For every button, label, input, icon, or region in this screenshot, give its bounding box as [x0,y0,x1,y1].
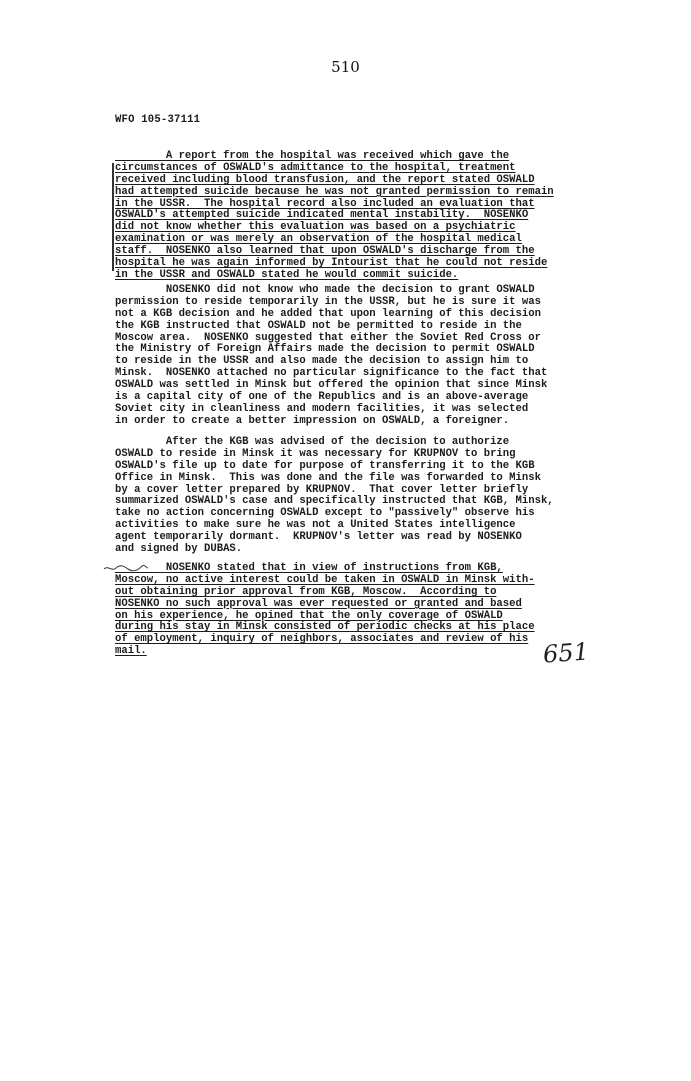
text-line: A report from the hospital was received which gave the [115,150,510,162]
text-line: take no action concerning OSWALD except to "passively" observe his [115,507,535,520]
text-line: examination or was merely an observation of the hospital medical [115,233,522,246]
paragraph-file-transfer [115,437,595,556]
text-line: NOSENKO stated that in view of instructions from KGB, [115,562,503,574]
paragraph-minsk-coverage [115,563,595,658]
handwritten-page-mark: 651 [542,637,590,669]
text-line: agent temporarily dormant. KRUPNOV's letter was read by NOSENKO [115,531,522,544]
text-line: NOSENKO did not know who made the decision to grant OSWALD [115,284,535,296]
text-line: Office in Minsk. This was done and the file was forwarded to Minsk [115,471,541,484]
text-line: not a KGB decision and he added that upon learning of this decision [115,307,541,320]
text-line: staff. NOSENKO also learned that upon OSWALD's discharge from the [115,245,535,258]
page-number: 510 [331,58,360,76]
text-line: to reside in the USSR and also made the decision to assign him to [115,355,529,368]
text-line: Moscow, no active interest could be taken in OSWALD in Minsk with- [115,573,535,586]
file-reference: WFO 105-37111 [115,114,201,126]
text-line: summarized OSWALD's case and specifically instructed that KGB, Minsk, [115,495,554,508]
paragraph-decision [115,285,595,428]
text-line: Moscow area. NOSENKO suggested that either the Soviet Red Cross or [115,331,541,344]
text-line: the Ministry of Foreign Affairs made the decision to permit OSWALD [115,343,535,356]
text-line: by a cover letter prepared by KRUPNOV. That cover letter briefly [115,483,529,496]
text-line: OSWALD's attempted suicide indicated mental instability. NOSENKO [115,209,529,222]
text-line: OSWALD was settled in Minsk but offered the opinion that since Minsk [115,379,548,392]
text-line: of employment, inquiry of neighbors, associates and review of his [115,633,529,646]
text-line: did not know whether this evaluation was based on a psychiatric [115,221,516,234]
text-line: activities to make sure he was not a United States intelligence [115,519,516,532]
text-line: and signed by DUBAS. [115,543,243,556]
text-line: permission to reside temporarily in the USSR, but he is sure it was [115,295,541,308]
text-line: out obtaining prior approval from KGB, Moscow. According to [115,585,497,598]
text-line: received including blood transfusion, and the report stated OSWALD [115,173,535,186]
paragraph-hospital-report [115,151,595,282]
text-line: had attempted suicide because he was not granted permission to remain [115,185,554,198]
text-line: After the KGB was advised of the decision to authorize [115,436,510,448]
text-line: during his stay in Minsk consisted of periodic checks at his place [115,621,535,634]
text-line: mail. [115,645,147,658]
text-line: OSWALD to reside in Minsk it was necessary for KRUPNOV to bring [115,447,516,460]
text-line: OSWALD's file up to date for purpose of transferring it to the KGB [115,459,535,472]
text-line: Soviet city in cleanliness and modern facilities, it was selected [115,402,529,415]
text-line: Minsk. NOSENKO attached no particular significance to the fact that [115,367,548,380]
margin-mark [112,163,114,271]
text-line: in order to create a better impression on OSWALD, a foreigner. [115,414,510,427]
text-line: on his experience, he opined that the only coverage of OSWALD [115,609,503,622]
text-line: circumstances of OSWALD's admittance to the hospital, treatment [115,161,516,174]
text-line: in the USSR. The hospital record also included an evaluation that [115,197,535,210]
text-line: hospital he was again informed by Intourist that he could not reside [115,257,548,270]
text-line: is a capital city of one of the Republics and is an above-average [115,391,529,404]
text-line: NOSENKO no such approval was ever requested or granted and based [115,597,522,610]
text-line: the KGB instructed that OSWALD not be permitted to reside in the [115,319,522,332]
text-line: in the USSR and OSWALD stated he would commit suicide. [115,268,459,281]
